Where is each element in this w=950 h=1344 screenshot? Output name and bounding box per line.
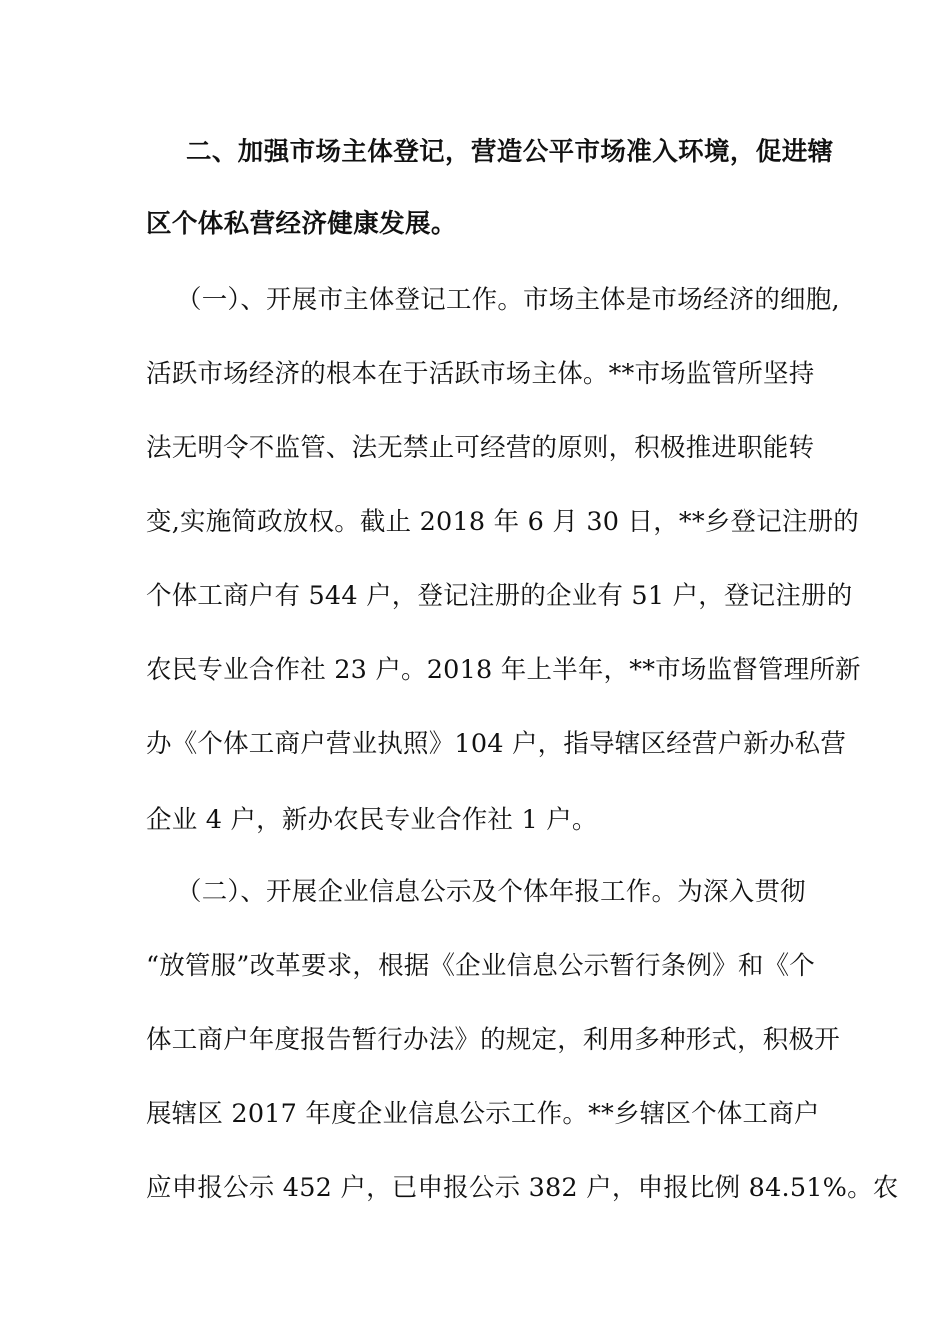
section1-line-8: 企业 4 户，新办农民专业合作社 1 户。 [146, 805, 598, 835]
section1-line-7: 办《个体工商户营业执照》104 户，指导辖区经营户新办私营 [146, 729, 847, 759]
section1-line-5: 个体工商户有 544 户，登记注册的企业有 51 户，登记注册的 [146, 581, 853, 611]
heading-line-1: 二、加强市场主体登记，营造公平市场准入环境，促进辖 [186, 137, 834, 167]
section1-line-4: 变,实施简政放权。截止 2018 年 6 月 30 日，**乡登记注册的 [146, 507, 860, 537]
heading-line-2: 区个体私营经济健康发展。 [146, 209, 457, 239]
section1-line-6: 农民专业合作社 23 户。2018 年上半年，**市场监督管理所新 [146, 655, 861, 685]
section2-line-2: “放管服”改革要求，根据《企业信息公示暂行条例》和《个 [146, 951, 815, 981]
section1-line-2: 活跃市场经济的根本在于活跃市场主体。**市场监管所坚持 [146, 359, 815, 389]
section2-line-3: 体工商户年度报告暂行办法》的规定，利用多种形式，积极开 [146, 1025, 840, 1055]
section1-line-3: 法无明令不监管、法无禁止可经营的原则，积极推进职能转 [146, 433, 815, 463]
section1-line-1: （一）、开展市主体登记工作。市场主体是市场经济的细胞, [176, 285, 840, 315]
section2-line-4: 展辖区 2017 年度企业信息公示工作。**乡辖区个体工商户 [146, 1099, 820, 1129]
section2-line-5: 应申报公示 452 户，已申报公示 382 户，申报比例 84.51%。农 [146, 1173, 899, 1203]
section2-line-1: （二）、开展企业信息公示及个体年报工作。为深入贯彻 [176, 877, 806, 907]
